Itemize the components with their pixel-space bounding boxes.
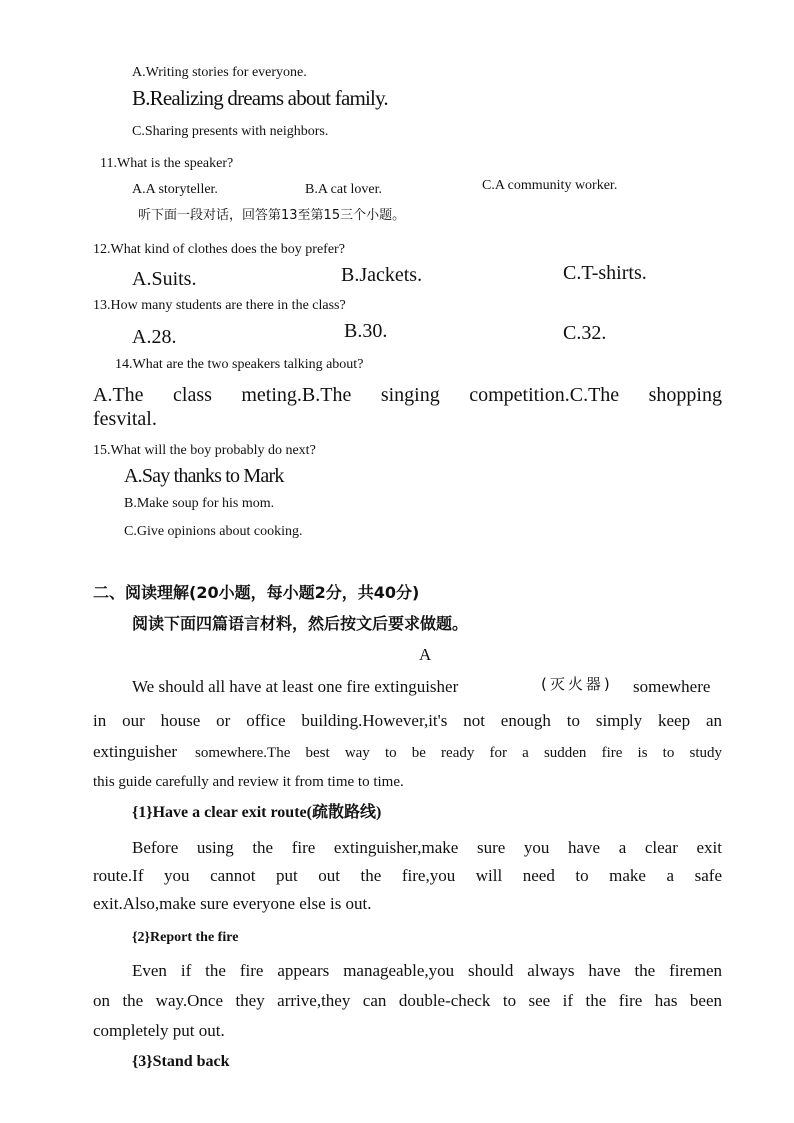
q14-options-line1: A.The class meting.B.The singing competition.C.The shopping (93, 384, 722, 406)
section2-instruction: 阅读下面四篇语言材料，然后按文后要求做题。 (132, 614, 469, 633)
passage-letter: A (419, 645, 432, 664)
q15-option-a: A.Say thanks to Mark (124, 465, 284, 487)
q15-option-c: C.Give opinions about cooking. (124, 524, 303, 539)
q15-question: 15.What will the boy probably do next? (93, 443, 316, 458)
q10-option-a: A.Writing stories for everyone. (132, 65, 307, 80)
passage-p1-line2: in our house or office building.However,it's not enough to simply keep an (93, 711, 722, 730)
q11-option-a: A.A storyteller. (132, 182, 218, 197)
q13-question: 13.How many students are there in the class? (93, 298, 346, 313)
q12-option-a: A.Suits. (132, 268, 197, 290)
q13-option-c: C.32. (563, 322, 607, 344)
passage-p3-line3: completely put out. (93, 1021, 225, 1040)
subheading-exit-route: {1}Have a clear exit route(疏散路线) (132, 804, 382, 821)
listening-instruction: 听下面一段对话，回答第13至第15三个小题。 (138, 208, 406, 223)
q15-option-b: B.Make soup for his mom. (124, 496, 275, 511)
q13-option-a: A.28. (132, 326, 177, 348)
subheading-stand-back: {3}Stand back (132, 1053, 230, 1070)
passage-p1-line1-cn: (灭火器) (541, 675, 613, 693)
q10-option-b: B.Realizing dreams about family. (132, 86, 388, 110)
passage-p1-line4: this guide carefully and review it from time to time. (93, 774, 404, 790)
q14-options-line2: fesvital. (93, 408, 157, 430)
passage-p3-line2: on the way.Once they arrive,they can double-check to see if the fire has been (93, 991, 722, 1010)
passage-p2-line2: route.If you cannot put out the fire,you will need to make a safe (93, 866, 722, 885)
q14-question: 14.What are the two speakers talking about? (115, 357, 364, 372)
passage-p2-line3: exit.Also,make sure everyone else is out. (93, 894, 372, 913)
passage-p1-line3-a: extinguisher (93, 742, 178, 761)
passage-p1-line1-a: We should all have at least one fire extinguisher (132, 677, 459, 696)
passage-p3-line1: Even if the fire appears manageable,you should always have the firemen (132, 961, 722, 980)
subheading-report-fire: {2}Report the fire (132, 930, 239, 945)
q12-question: 12.What kind of clothes does the boy prefer? (93, 242, 345, 257)
q12-option-c: C.T-shirts. (563, 262, 647, 284)
q11-option-c: C.A community worker. (482, 178, 618, 193)
q11-question: 11.What is the speaker? (100, 156, 234, 171)
section2-heading: 二、阅读理解(20小题，每小题2分，共40分) (93, 583, 420, 602)
q12-option-b: B.Jackets. (341, 264, 423, 286)
q10-option-c: C.Sharing presents with neighbors. (132, 124, 329, 139)
passage-p1-line3-b: somewhere.The best way to be ready for a sudden fire is to study (195, 745, 722, 761)
q13-option-b: B.30. (344, 320, 388, 342)
q11-option-b: B.A cat lover. (305, 182, 382, 197)
passage-p1-line1-b: somewhere (633, 677, 711, 696)
passage-p2-line1: Before using the fire extinguisher,make sure you have a clear exit (132, 838, 722, 857)
